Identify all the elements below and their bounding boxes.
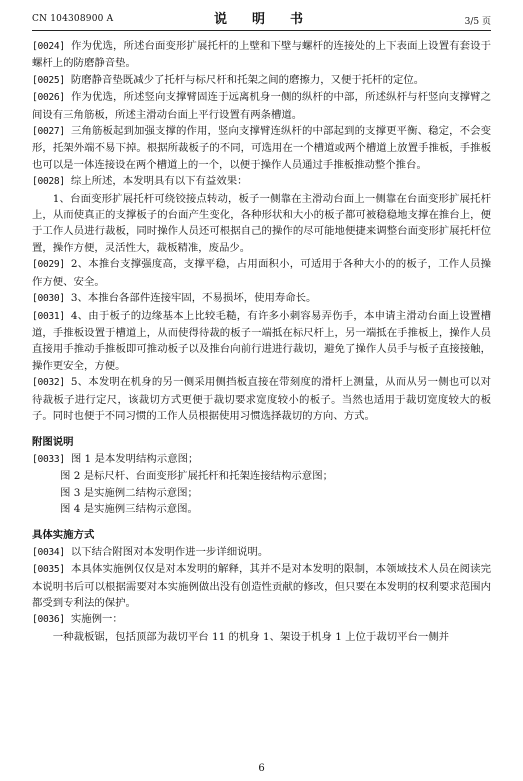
paragraph-0035: [0035] 本具体实施例仅仅是对本发明的解释，其并不是对本发明的限制，本领域技术人员在阅读完本说明书后可以根据需要对本实施例做出没有创造性贡献的修改，但只要在本发明的权利要求范围内都受到专利法的保护。 <box>32 563 491 609</box>
paragraph-0028: [0028] 综上所述，本发明具有以下有益效果： <box>32 175 248 188</box>
embodiment-text: 一种裁板锯，包括顶部为裁切平台 11 的机身 1、架设于机身 1 上位于裁切平台一侧并 <box>52 630 450 643</box>
paragraph-0034: [0034] 以下结合附图对本发明作进一步详细说明。 <box>32 545 269 558</box>
figure-description: 图 2 是标尺杆、台面变形扩展托杆和托架连接结构示意图； <box>60 470 333 483</box>
paragraph-0027: [0027] 三角筋板起到加强支撑的作用，竖向支撑臂连纵杆的中部起到的支撑更平衡、稳定，不会变形，托架外端不易下掉。根据所裁板子的不同，可选用在一个槽道或两个槽道上放置手推板，手推板也可以是一体连接设在两个槽道上的一个，以便于操作人员通过手推板推动整个推台。 <box>32 125 491 171</box>
paragraph-0026: [0026] 作为优选，所述竖向支撑臂固连于远离机身一侧的纵杆的中部，所述纵杆与杆竖向支撑臂之间设有三角筋板，所述主滑动台面上平行设置有两条槽道。 <box>32 91 491 121</box>
paragraph-0036: [0036] 实施例一： <box>32 613 123 626</box>
paragraph-0025: [0025] 防磨静音垫既减少了托杆与标尺杆和托架之间的磨擦力，又便于托杆的定位。 <box>32 73 425 86</box>
document-body <box>32 38 491 645</box>
paragraph-0030: [0030] 3、本推台各部件连接牢固，不易损坏，使用寿命长。 <box>32 292 317 305</box>
embodiment-section-title: 具体实施方式 <box>32 529 95 542</box>
patent-number: CN 104308900 A <box>32 14 114 24</box>
paragraph-0033: [0033] 图 1 是本发明结构示意图； <box>32 452 199 465</box>
paragraph-0024: [0024] 作为优选，所述台面变形扩展托杆的上壁和下壁与螺杆的连接处的上下表面上设置有套设于螺杆上的防磨静音垫。 <box>32 40 491 70</box>
header-divider <box>32 30 491 31</box>
paragraph-0031: [0031] 4、由于板子的边缘基本上比较毛糙，有许多小刺容易弄伤手，本申请主滑动台面上设置槽道，手推板设置于槽道上，从而使得待裁的板子一端抵在标尺杆上，另一端抵在手推板上，操作人员直接用手推动手推板即可推动板子以及推台向前行进进行裁切，避免了操作人员手与板子直接接触，操作更安全，方便。 <box>32 309 491 372</box>
figures-section-title: 附图说明 <box>32 436 74 449</box>
document-title: 说 明 书 <box>213 12 309 27</box>
page-number: 6 <box>258 763 265 774</box>
paragraph-0029: [0029] 2、本推台支撑强度高，支撑平稳，占用面积小，可适用于各种大小的的板子，工作人员操作方便、安全。 <box>32 258 491 288</box>
spacer <box>32 517 491 527</box>
benefit-item-1: 1、台面变形扩展托杆可绕铰接点转动，板子一侧靠在主滑动台面上一侧靠在台面变形扩展托杆上，从而使真正的支撑板子的台面产生变化，各种形状和大小的板子都可被稳稳地支撑在推台上，便于工作人员进行裁板，同时操作人员还可根据自己的操作的尽可能地便捷来调整台面变形扩展托杆位置，操作方便，灵活性大，裁板精准，废品少。 <box>32 192 491 254</box>
page-indicator: 3/5 页 <box>464 17 491 27</box>
figure-description: 图 3 是实施例二结构示意图； <box>60 486 198 499</box>
figure-description: 图 4 是实施例三结构示意图。 <box>60 502 198 515</box>
spacer <box>32 424 491 434</box>
paragraph-0032: [0032] 5、本发明在机身的另一侧采用侧挡板直接在带刻度的滑杆上测量，从而从另一侧也可以对待裁板子进行定尺，该裁切方式更便于裁切要求宽度较小的板子。当然也适用于裁切宽度较大的板子。同时也便于不同习惯的工作人员根据使用习惯选择裁切的方向、方式。 <box>32 376 491 422</box>
page-header <box>32 6 491 32</box>
